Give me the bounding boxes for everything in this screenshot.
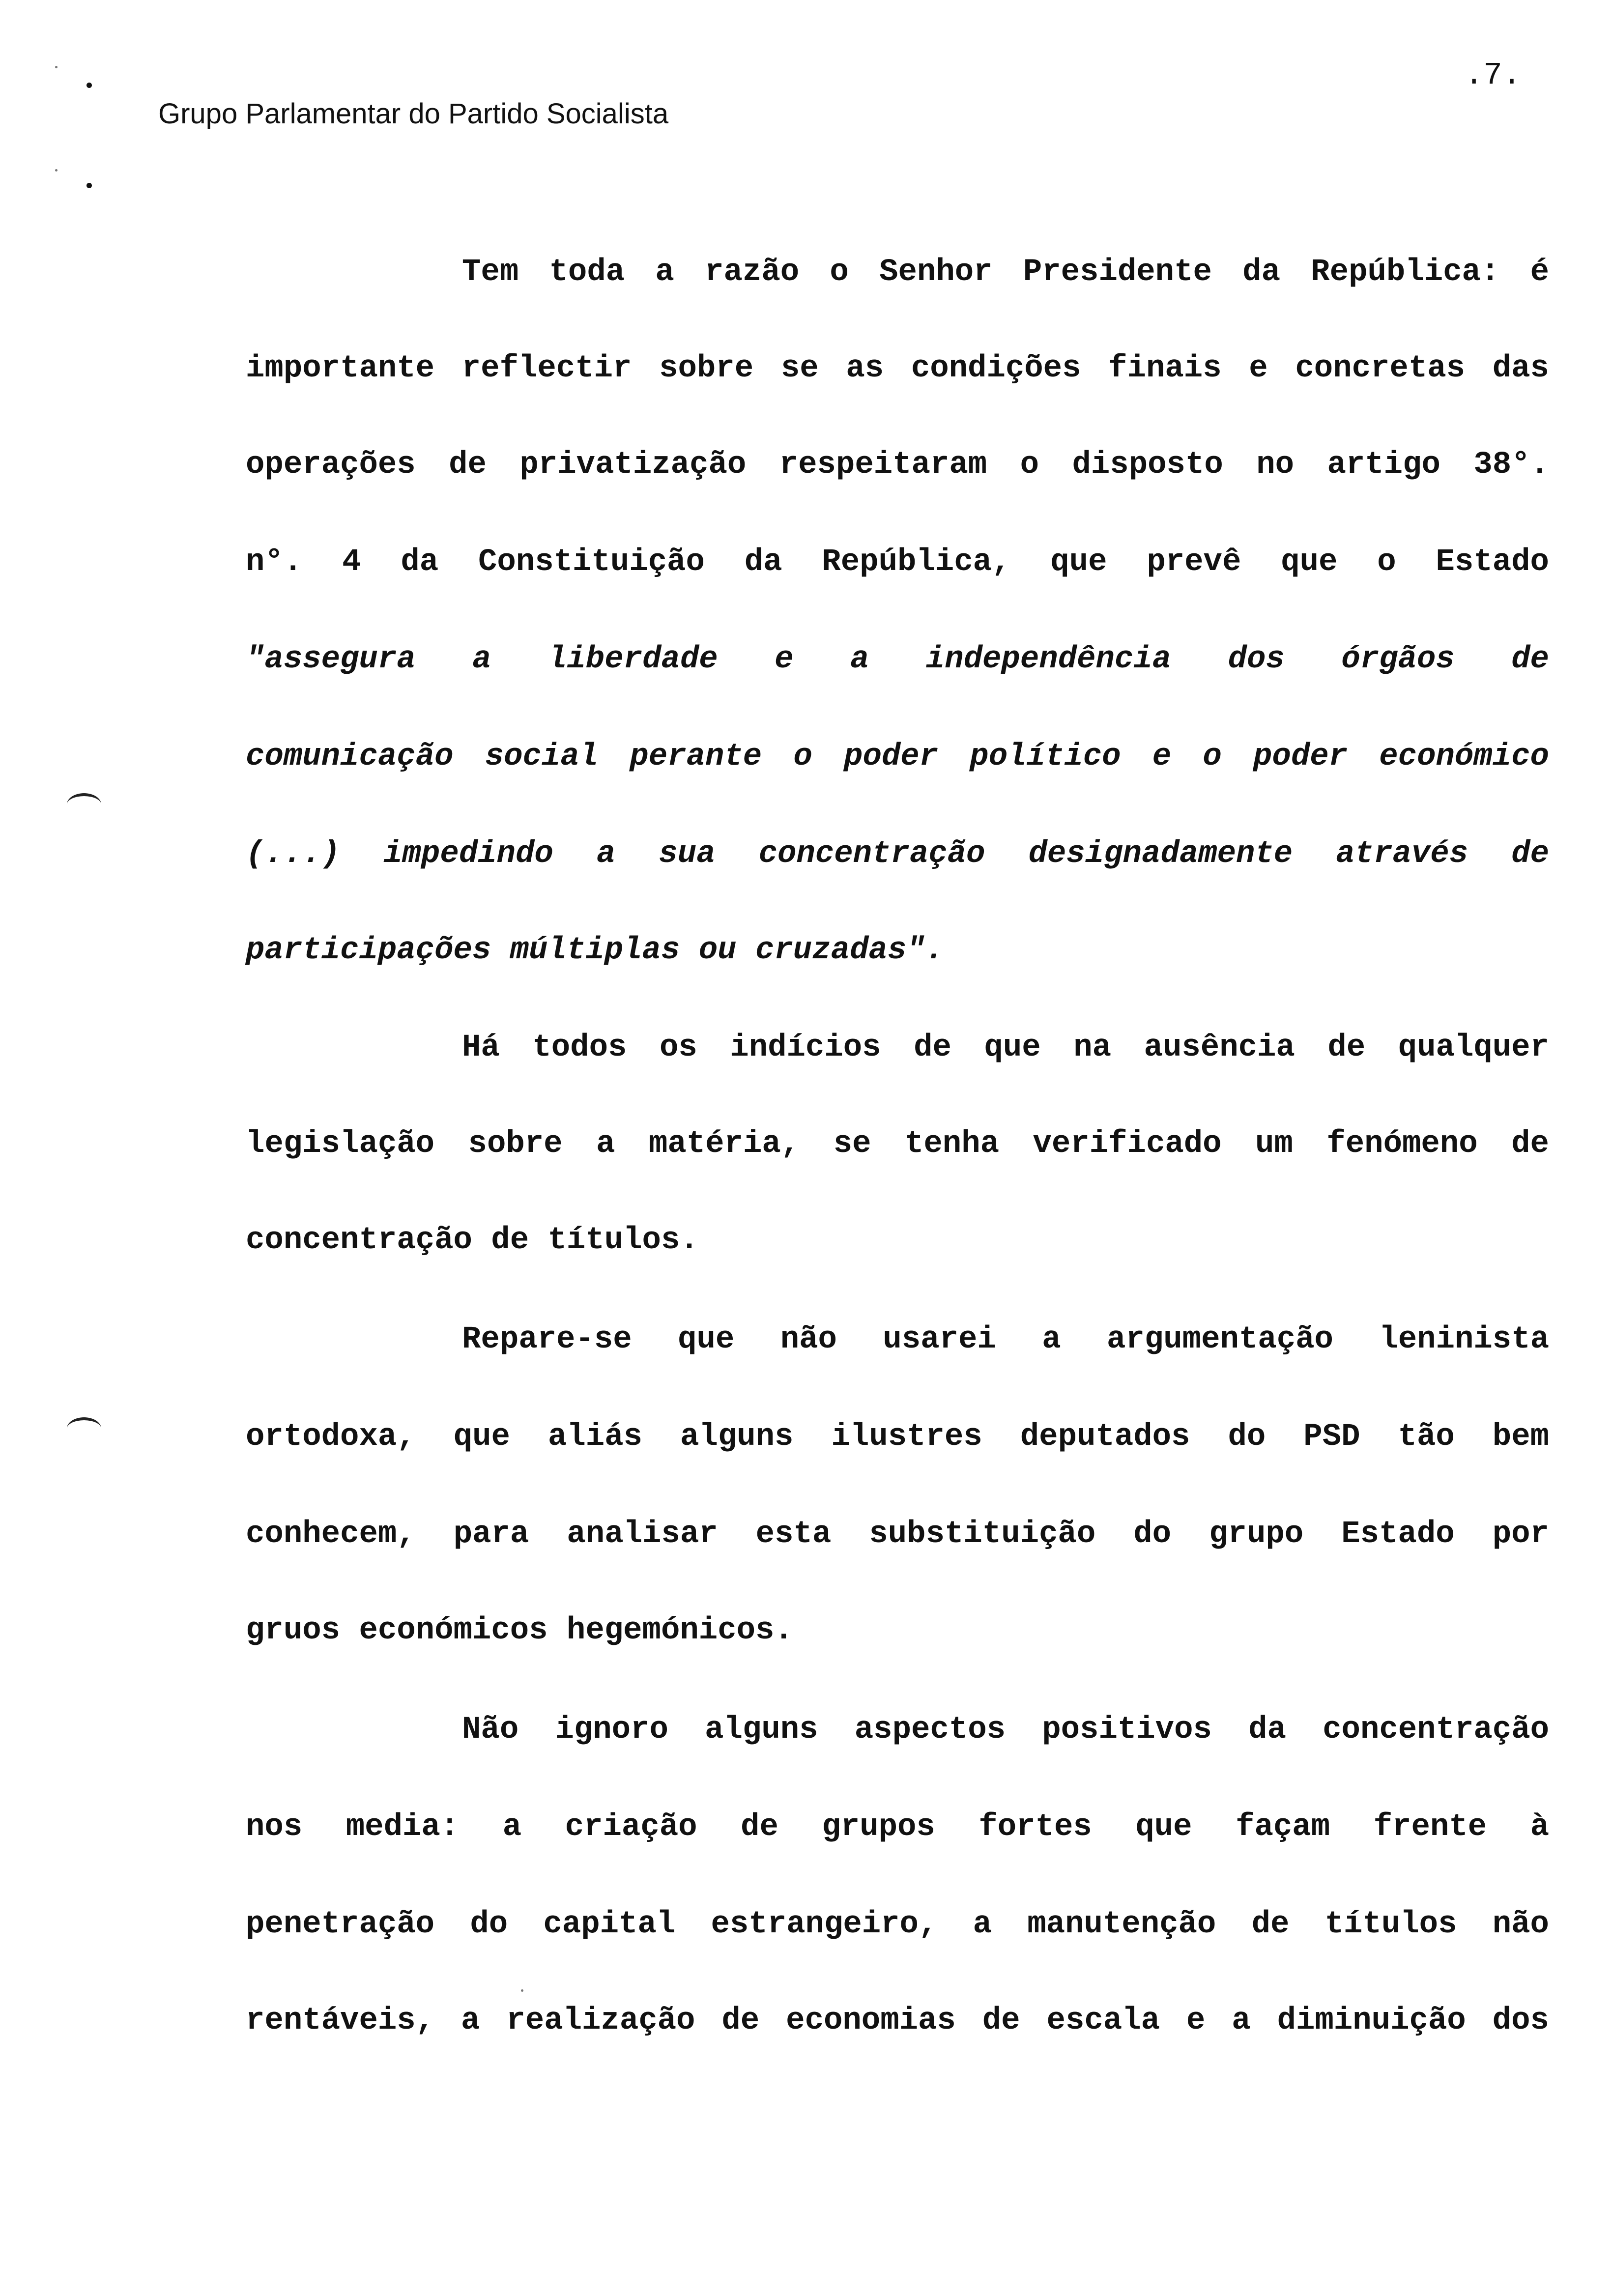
word: de (1251, 1907, 1290, 1942)
text-line (246, 1412, 1549, 1462)
text-line (246, 538, 1549, 587)
word: ortodoxa, (246, 1419, 416, 1455)
word: concentração (1323, 1712, 1549, 1748)
word: ignoro (555, 1712, 668, 1748)
line-text: participações múltiplas ou cruzadas". (246, 933, 945, 968)
word: à (1530, 1809, 1549, 1845)
word: analisar (567, 1517, 718, 1552)
word: económico (1379, 739, 1549, 775)
word: frente (1373, 1809, 1487, 1845)
word: independência (925, 642, 1172, 677)
word: por (1492, 1517, 1549, 1552)
word: razão (705, 255, 800, 290)
word: Senhor (879, 255, 993, 290)
word: fenómeno (1326, 1126, 1478, 1162)
word: a (461, 2003, 480, 2038)
word: de (1511, 836, 1549, 872)
word: que (678, 1322, 735, 1357)
word: grupos (822, 1809, 935, 1845)
text-line (462, 1705, 1549, 1754)
word: deputados (1020, 1419, 1190, 1455)
word: o (1203, 739, 1222, 775)
word: legislação (246, 1126, 435, 1162)
text-line (462, 1315, 1549, 1364)
word: Constituição (478, 545, 705, 580)
word: o (1377, 545, 1396, 580)
word: condições (911, 351, 1081, 386)
text-line (246, 1996, 1549, 2045)
word: não (1492, 1907, 1549, 1942)
word: da (401, 545, 439, 580)
word: que (1281, 545, 1338, 580)
text-line (246, 1606, 1549, 1655)
word: Repare-se (462, 1322, 632, 1357)
word: as (846, 351, 884, 386)
word: tenha (904, 1126, 1000, 1162)
word: todos (532, 1030, 627, 1065)
word: estrangeiro, (711, 1907, 938, 1942)
word: perante (630, 739, 762, 775)
word: e (775, 642, 794, 677)
word: verificado (1033, 1126, 1222, 1162)
word: do (470, 1907, 508, 1942)
word: bem (1492, 1419, 1549, 1455)
word: aliás (547, 1419, 642, 1455)
word: manutenção (1027, 1907, 1216, 1942)
word: sobre (468, 1126, 563, 1162)
text-line (246, 1119, 1549, 1169)
word: e (1186, 2003, 1206, 2038)
word: República, (822, 545, 1011, 580)
word: de (1511, 1126, 1549, 1162)
word: PSD (1303, 1419, 1360, 1455)
word: de (741, 1809, 778, 1845)
word: fortes (979, 1809, 1092, 1845)
text-line (246, 344, 1549, 393)
word: Estado (1436, 545, 1549, 580)
word: para (453, 1517, 529, 1552)
word: os (659, 1030, 697, 1065)
word: nos (246, 1809, 303, 1845)
word: concentração (758, 836, 985, 872)
word: economias (786, 2003, 956, 2038)
word: da (744, 545, 782, 580)
word: Há (462, 1030, 500, 1065)
word: qualquer (1398, 1030, 1549, 1065)
scan-speck (86, 83, 92, 88)
word: da (1248, 1712, 1286, 1748)
word: Estado (1341, 1517, 1455, 1552)
word: do (1133, 1517, 1172, 1552)
word: matéria, (648, 1126, 800, 1162)
word: a (1042, 1322, 1061, 1357)
word: esta (755, 1517, 832, 1552)
text-line (246, 1900, 1549, 1949)
word: a (655, 255, 674, 290)
word: "assegura (246, 642, 416, 677)
text-line (462, 248, 1549, 297)
text-line (246, 1510, 1549, 1559)
word: liberdade (547, 642, 718, 677)
word: se (780, 351, 819, 386)
line-text: gruos económicos hegemónicos. (246, 1613, 793, 1648)
word: alguns (680, 1419, 794, 1455)
word: sua (659, 836, 716, 872)
scan-speck (521, 1989, 523, 1992)
word: do (1228, 1419, 1266, 1455)
page-number: .7. (1465, 58, 1522, 93)
word: Presidente (1023, 255, 1212, 290)
text-line (246, 635, 1549, 684)
text-line (246, 440, 1549, 489)
word: social (485, 739, 599, 775)
word: Não (462, 1712, 519, 1748)
word: ilustres (831, 1419, 982, 1455)
word: o (1020, 447, 1039, 483)
word: leninista (1379, 1322, 1549, 1357)
word: usarei (883, 1322, 996, 1357)
word: importante (246, 351, 435, 386)
word: designadamente (1028, 836, 1293, 872)
word: grupo (1209, 1517, 1304, 1552)
word: a (502, 1809, 522, 1845)
word: ausência (1144, 1030, 1295, 1065)
word: que (1135, 1809, 1192, 1845)
word: 38°. (1473, 447, 1549, 483)
word: o (793, 739, 812, 775)
word: na (1073, 1030, 1112, 1065)
word: a (596, 836, 616, 872)
word: um (1255, 1126, 1293, 1162)
word: e (1249, 351, 1268, 386)
word: sobre (659, 351, 754, 386)
word: façam (1236, 1809, 1330, 1845)
word: Tem (462, 255, 519, 290)
word: aspectos (854, 1712, 1006, 1748)
word: dos (1228, 642, 1285, 677)
word: a (596, 1126, 615, 1162)
word: indícios (730, 1030, 881, 1065)
word: de (1511, 642, 1549, 677)
text-line (246, 830, 1549, 879)
word: da (1242, 255, 1280, 290)
word: poder (844, 739, 939, 775)
word: positivos (1042, 1712, 1212, 1748)
word: e (1152, 739, 1172, 775)
scan-speck (55, 66, 58, 68)
word: de (982, 2003, 1020, 2038)
word: penetração (246, 1907, 435, 1942)
word: de (1327, 1030, 1366, 1065)
word: impedindo (383, 836, 553, 872)
word: a (1232, 2003, 1251, 2038)
word: respeitaram (779, 447, 987, 483)
word: escala (1046, 2003, 1160, 2038)
word: a (850, 642, 869, 677)
text-line (246, 926, 1549, 975)
word: no (1256, 447, 1294, 483)
word: de (914, 1030, 951, 1065)
word: títulos (1324, 1907, 1457, 1942)
word: diminuição (1277, 2003, 1466, 2038)
word: República: (1311, 255, 1500, 290)
text-line (462, 1023, 1549, 1072)
word: a (973, 1907, 992, 1942)
word: criação (565, 1809, 697, 1845)
word: político (970, 739, 1121, 775)
line-text: concentração de títulos. (246, 1223, 699, 1258)
word: rentáveis, (246, 2003, 435, 2038)
word: (...) (246, 836, 341, 872)
text-line (246, 732, 1549, 781)
text-line (246, 1803, 1549, 1852)
word: reflectir (461, 351, 632, 386)
word: o (830, 255, 849, 290)
word: privatização (519, 447, 747, 483)
word: conhecem, (246, 1517, 416, 1552)
word: de (721, 2003, 760, 2038)
word: comunicação (246, 739, 454, 775)
scan-speck (86, 183, 92, 188)
word: é (1530, 255, 1549, 290)
word: n°. (246, 545, 303, 580)
word: não (780, 1322, 837, 1357)
word: de (449, 447, 487, 483)
word: substituição (869, 1517, 1096, 1552)
word: operações (246, 447, 416, 483)
word: que (984, 1030, 1041, 1065)
word: através (1336, 836, 1468, 872)
word: capital (543, 1907, 676, 1942)
word: que (1050, 545, 1107, 580)
word: toda (549, 255, 625, 290)
text-line (246, 1216, 1549, 1265)
punch-hole-mark (67, 1417, 101, 1440)
word: se (833, 1126, 871, 1162)
organization-header: Grupo Parlamentar do Partido Socialista (158, 98, 669, 130)
word: artigo (1327, 447, 1440, 483)
word: concretas (1295, 351, 1466, 386)
word: 4 (342, 545, 361, 580)
word: dos (1492, 2003, 1549, 2038)
word: finais (1108, 351, 1222, 386)
word: das (1492, 351, 1549, 386)
scan-speck (55, 169, 58, 172)
word: media: (345, 1809, 460, 1845)
word: disposto (1072, 447, 1223, 483)
word: tão (1398, 1419, 1455, 1455)
word: que (453, 1419, 510, 1455)
word: realização (506, 2003, 695, 2038)
punch-hole-mark (67, 793, 101, 816)
word: alguns (705, 1712, 818, 1748)
word: prevê (1147, 545, 1241, 580)
word: a (472, 642, 491, 677)
word: poder (1253, 739, 1348, 775)
word: órgãos (1341, 642, 1455, 677)
word: argumentação (1107, 1322, 1333, 1357)
